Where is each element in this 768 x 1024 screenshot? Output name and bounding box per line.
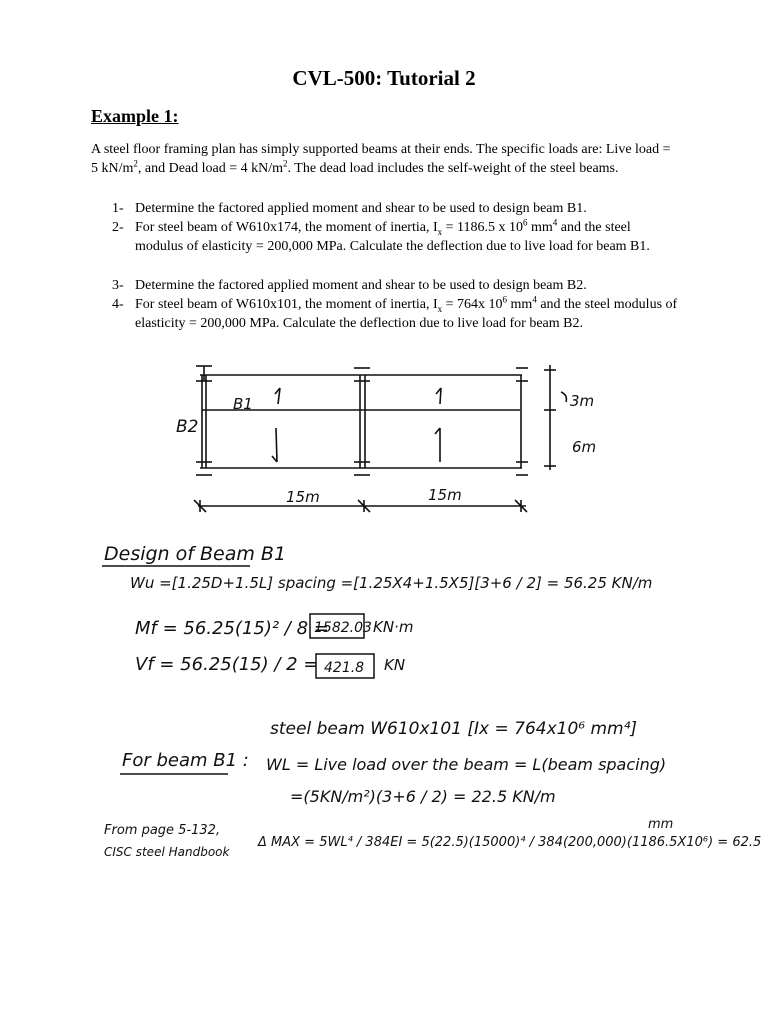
beam-b2-label: B2 [176, 417, 199, 437]
dimension-6m: 6m [572, 438, 597, 456]
page-title: CVL-500: Tutorial 2 [292, 66, 476, 90]
vf-unit: KN [384, 656, 406, 674]
dimension-15m-left: 15m [286, 488, 320, 506]
dimension-3m: 3m [570, 392, 595, 410]
mf-answer: 1582.03 [314, 620, 372, 636]
example-heading: Example 1: [91, 106, 179, 126]
intro-paragraph: A steel floor framing plan has simply supported beams at their ends. The specific loads are: Live load = 5 $kN/m^2$, and Dead load = 4 $kN/m^2$. The dead load includes the self-weight of the steel beams. [91, 142, 671, 176]
reference-handbook: CISC steel Handbook [104, 845, 230, 859]
framing-lines [194, 365, 566, 512]
mf-equation: Mf = 56.25(15)² / 8 = [135, 618, 329, 639]
vf-answer: 421.8 [324, 660, 365, 676]
vf-equation: Vf = 56.25(15) / 2 = [135, 654, 319, 675]
wl-value: =(5KN/m²)(3+6 / 2) = 22.5 KN/m [290, 787, 556, 806]
reference-page: From page 5-132, [104, 823, 221, 838]
design-beam-b1-heading: Design of Beam B1 [104, 543, 287, 565]
mf-unit: KN·m [373, 618, 414, 636]
beam-b1-label: B1 [233, 395, 253, 413]
wl-definition: WL = Live load over the beam = L(beam spacing) [266, 755, 667, 774]
for-beam-b1-label: For beam B1 : [122, 750, 249, 771]
dimension-15m-right: 15m [428, 486, 462, 504]
deflection-equation: Δ MAX = 5WL⁴ / 384EI = 5(22.5)(15000)⁴ / 384(200,000)(1186.5X10⁶) = 62.5 [258, 835, 762, 850]
deflection-unit: mm [648, 817, 674, 832]
wu-equation: Wu =[1.25D+1.5L] spacing =[1.25X4+1.5X5][3+6 / 2] = 56.25 KN/m [130, 574, 653, 592]
steel-beam-section: steel beam W610x101 [Ix = 764x10⁶ mm⁴] [270, 719, 638, 739]
